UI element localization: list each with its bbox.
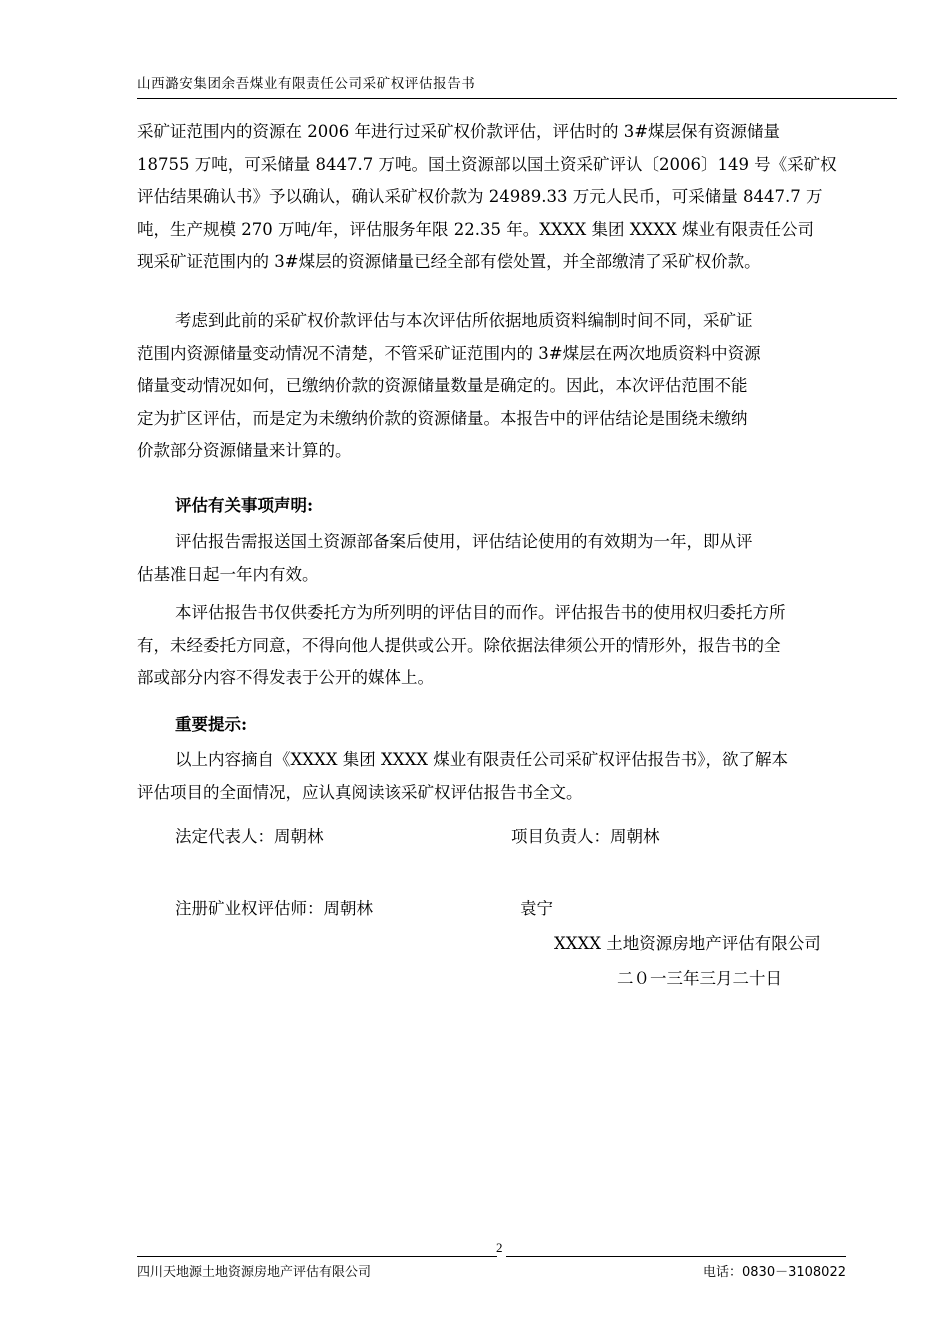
legal-representative: 法定代表人：周朝林 — [175, 827, 324, 846]
footer-divider-right — [506, 1256, 846, 1257]
text-line: 储量变动情况如何，已缴纳价款的资源储量数量是确定的。因此，本次评估范围不能 — [137, 376, 748, 395]
text-line: 估基准日起一年内有效。 — [137, 564, 319, 584]
text-line: 评估报告需报送国土资源部备案后使用，评估结论使用的有效期为一年，即从评 — [175, 532, 753, 551]
header-divider — [137, 98, 897, 99]
text-line: 本评估报告书仅供委托方为所列明的评估目的而作。评估报告书的使用权归委托方所 — [175, 603, 786, 622]
page-number: 2 — [496, 1240, 503, 1255]
text-line: 定为扩区评估，而是定为未缴纳价款的资源储量。本报告中的评估结论是围绕未缴纳 — [137, 408, 748, 428]
text-line: 18755 万吨，可采储量 8447.7 万吨。国土资源部以国土资采矿评认〔2006〕149 号《采矿权 — [137, 154, 837, 174]
paragraph-usage-rights — [137, 597, 897, 695]
text-line: 评估结果确认书》予以确认，确认采矿权价款为 24989.33 万元人民币，可采储量 8447.7 万 — [137, 187, 823, 206]
section-heading-declarations: 评估有关事项声明: — [175, 496, 314, 515]
text-line: 有，未经委托方同意，不得向他人提供或公开。除依据法律须公开的情形外，报告书的全 — [137, 635, 781, 655]
project-lead: 项目负责人：周朝林 — [511, 827, 660, 846]
footer-phone: 电话：0830－3108022 — [703, 1265, 846, 1280]
text-line: 吨，生产规模 270 万吨/年，评估服务年限 22.35 年。XXXX 集团 XXXX 煤业有限责任公司 — [137, 219, 814, 239]
text-line: 范围内资源储量变动情况不清楚，不管采矿证范围内的 3#煤层在两次地质资料中资源 — [137, 343, 761, 363]
paragraph-validity — [137, 526, 859, 591]
text-line: 采矿证范围内的资源在 2006 年进行过采矿权价款评估，评估时的 3#煤层保有资源储量 — [137, 122, 781, 141]
paragraph-excerpt-notice — [137, 744, 897, 809]
text-line: 以上内容摘自《XXXX 集团 XXXX 煤业有限责任公司采矿权评估报告书》，欲了解本 — [175, 750, 788, 769]
footer-divider-left — [137, 1256, 497, 1257]
text-line: 评估项目的全面情况，应认真阅读该采矿权评估报告书全文。 — [137, 782, 583, 802]
text-line: 考虑到此前的采矿权价款评估与本次评估所依据地质资料编制时间不同，采矿证 — [175, 311, 753, 330]
page-header-title: 山西潞安集团余吾煤业有限责任公司采矿权评估报告书 — [137, 76, 476, 92]
footer-company: 四川天地源土地资源房地产评估有限公司 — [137, 1265, 372, 1280]
paragraph-scope-consideration — [137, 305, 859, 468]
issue-date: 二０一三年三月二十日 — [617, 969, 782, 988]
second-appraiser: 袁宁 — [520, 899, 553, 918]
issuing-company: XXXX 土地资源房地产评估有限公司 — [554, 934, 821, 953]
text-line: 部或部分内容不得发表于公开的媒体上。 — [137, 668, 434, 687]
text-line: 价款部分资源储量来计算的。 — [137, 441, 352, 460]
paragraph-prior-valuation — [137, 116, 897, 279]
registered-appraiser: 注册矿业权评估师：周朝林 — [175, 899, 373, 918]
section-heading-important-notice: 重要提示: — [175, 715, 248, 734]
text-line: 现采矿证范围内的 3#煤层的资源储量已经全部有偿处置，并全部缴清了采矿权价款。 — [137, 252, 761, 271]
